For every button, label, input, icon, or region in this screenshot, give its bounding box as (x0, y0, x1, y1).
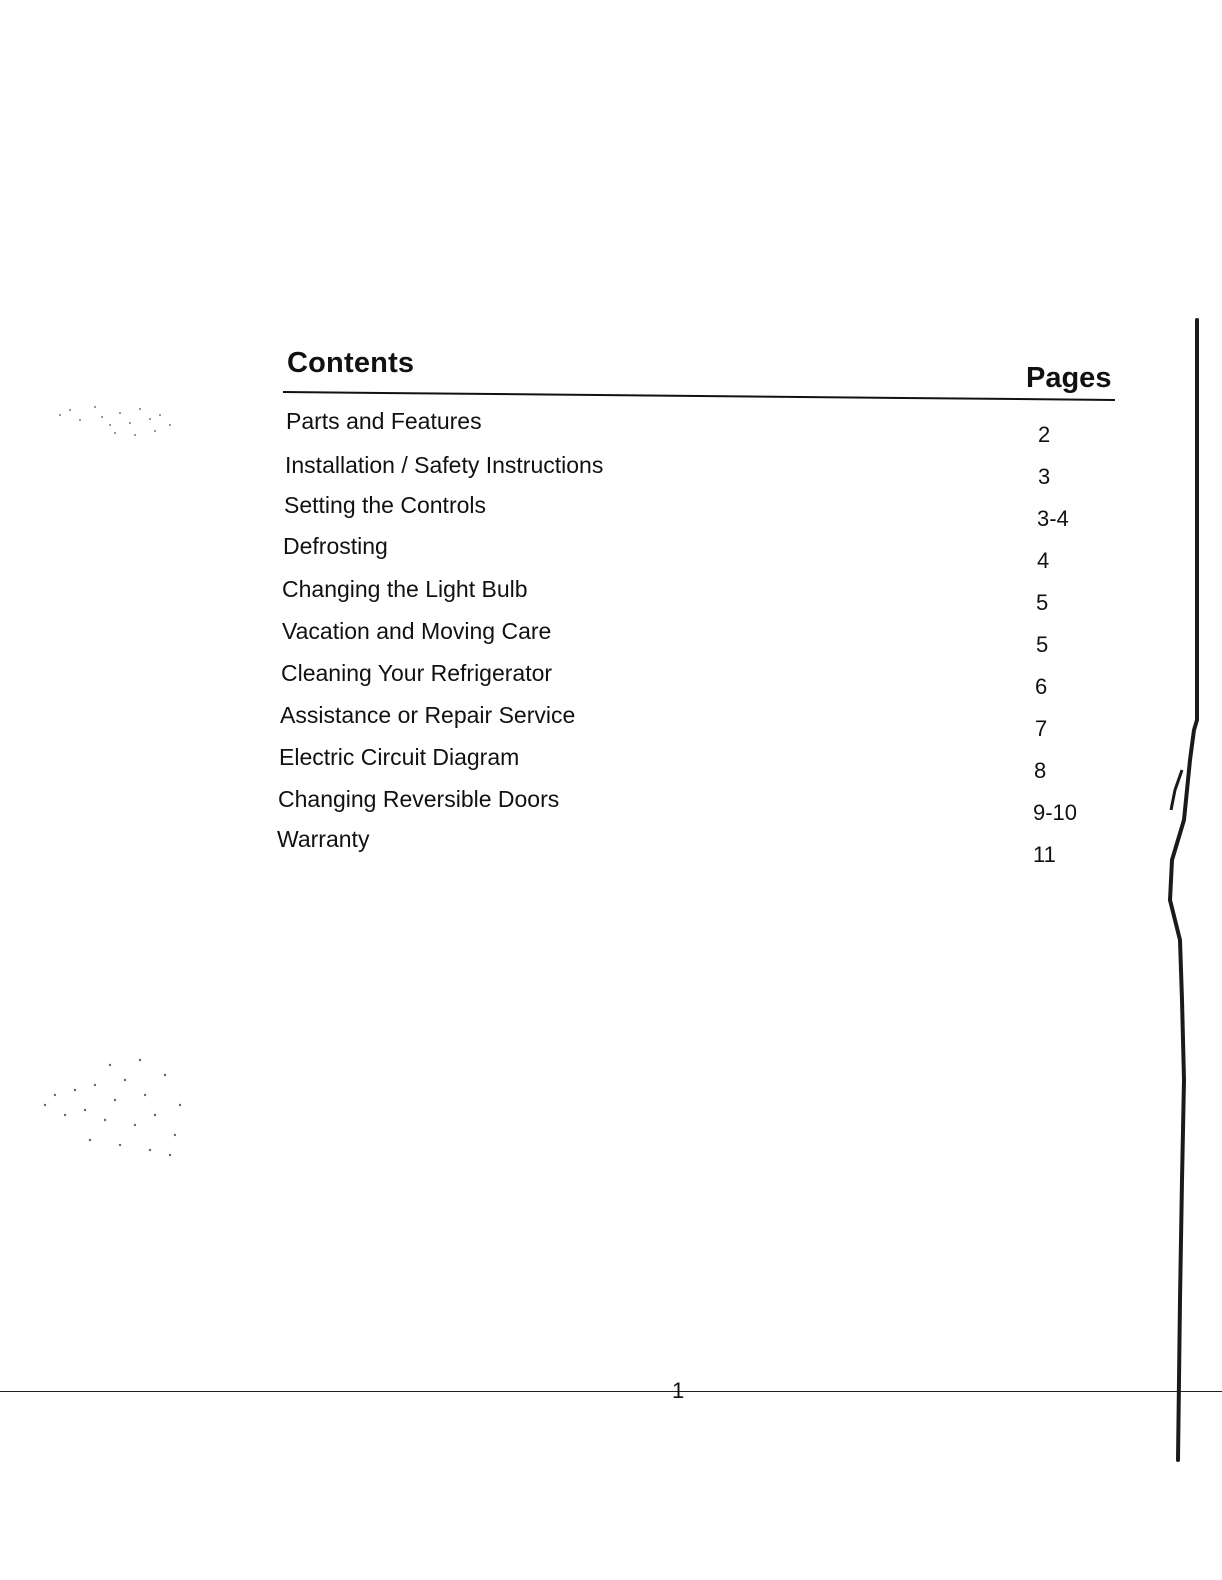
pages-heading: Pages (1026, 362, 1112, 394)
binding-edge-mark (1150, 300, 1210, 1480)
toc-item-title: Defrosting (283, 533, 388, 559)
toc-item-page: 7 (1035, 716, 1048, 741)
page-number: 1 (672, 1378, 685, 1403)
toc-item-title: Cleaning Your Refrigerator (281, 660, 553, 686)
toc-item-page: 5 (1036, 590, 1049, 615)
toc-item-title: Parts and Features (286, 408, 482, 434)
toc-item-title: Changing the Light Bulb (282, 576, 528, 602)
toc-item-page: 4 (1037, 548, 1050, 573)
toc-item-page: 2 (1038, 422, 1051, 447)
toc-item-title: Assistance or Repair Service (280, 702, 576, 728)
scan-speckle (40, 395, 190, 485)
toc-item-page: 6 (1035, 674, 1048, 699)
toc-item-page: 11 (1033, 842, 1056, 867)
contents-heading: Contents (287, 347, 415, 379)
header-rule (283, 391, 1115, 401)
toc-item-page: 3-4 (1037, 506, 1069, 531)
footer-rule (0, 1391, 1222, 1392)
toc-item-title: Electric Circuit Diagram (279, 744, 520, 770)
toc-item-title: Vacation and Moving Care (282, 618, 552, 644)
toc-item-title: Warranty (277, 826, 370, 852)
toc-item-title: Setting the Controls (284, 492, 487, 518)
toc-item-page: 3 (1038, 464, 1051, 489)
toc-item-title: Installation / Safety Instructions (285, 452, 604, 478)
toc-item-page: 5 (1036, 632, 1049, 657)
toc-item-page: 9-10 (1033, 800, 1078, 825)
toc-item-page: 8 (1034, 758, 1047, 783)
scan-speckle (25, 1045, 190, 1170)
toc-item-title: Changing Reversible Doors (278, 786, 560, 812)
